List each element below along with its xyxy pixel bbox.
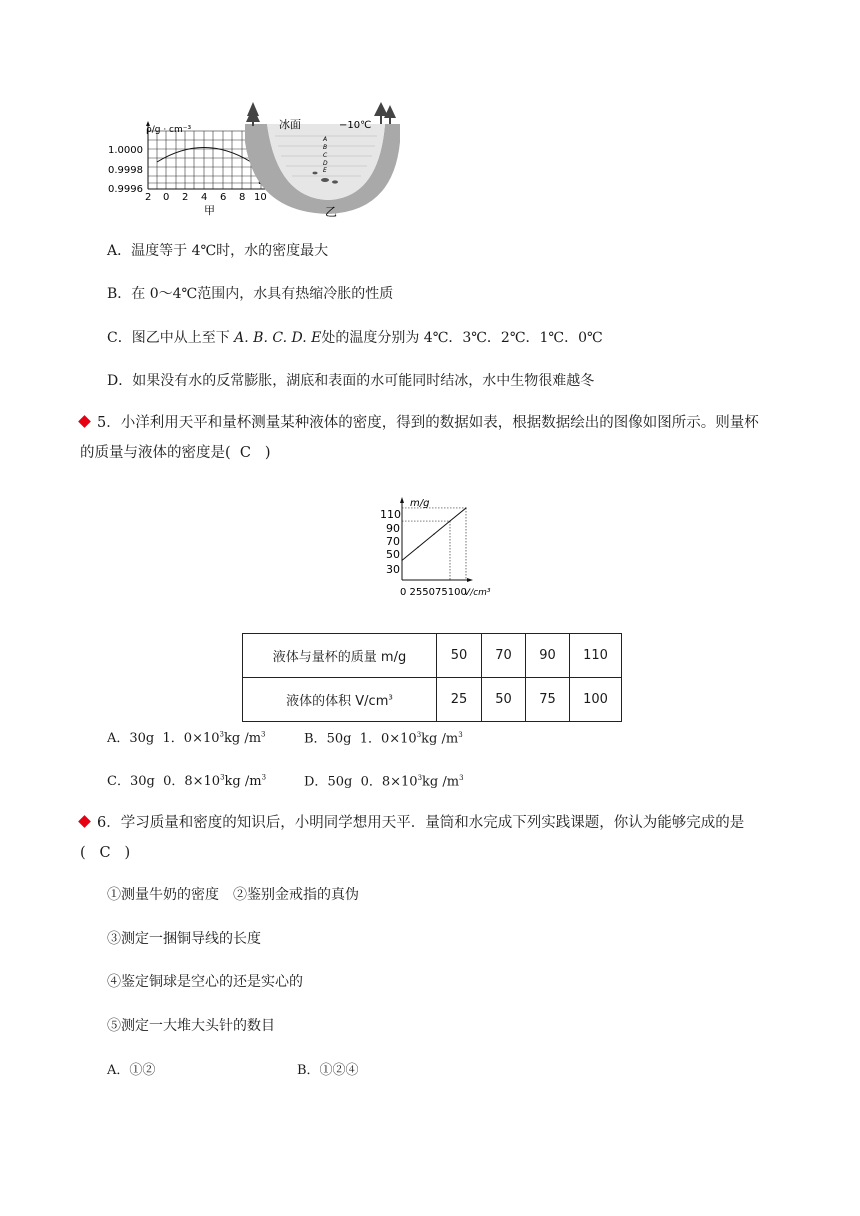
chart-ytick: 90 <box>386 522 400 535</box>
q5-option-c <box>107 774 266 789</box>
figure-jia-xtick: 2 <box>145 192 152 203</box>
q5-mass-volume-chart <box>360 494 510 604</box>
option-exp: 3 <box>417 774 423 782</box>
chart-guides <box>402 508 466 580</box>
option-unit: kg /m <box>421 731 459 747</box>
tree-icon <box>246 102 260 126</box>
chart-ylabel: m/g <box>410 498 430 509</box>
table-cell: 50 <box>482 678 526 722</box>
q6-stem <box>80 808 780 868</box>
table-cell: 90 <box>526 634 570 678</box>
q4-option-a <box>107 241 328 261</box>
option-exp: 3 <box>220 774 225 782</box>
table-cell: 75 <box>526 678 570 722</box>
figure-jia-xtick: 8 <box>239 192 246 203</box>
option-text: 在 0～4℃范围内，水具有热缩冷胀的性质 <box>131 286 394 302</box>
q6-answer: C <box>99 845 111 861</box>
table-row-label-sup: 3 <box>388 693 393 702</box>
option-mass: 30g <box>129 731 155 747</box>
option-density: 0．8×10 <box>360 774 418 790</box>
q6-option-a: A．①② <box>107 1063 156 1078</box>
option-letter: D． <box>304 774 328 790</box>
table-row-label-text: 液体的体积 V/cm <box>286 694 389 709</box>
q6-stem-line2 <box>80 838 780 868</box>
q5-number: 5． <box>97 415 121 431</box>
figure-jia-ytick: 0.9996 <box>108 184 143 195</box>
chart-point <box>465 507 466 508</box>
figure-yi-ice-label: 冰面 <box>279 118 301 131</box>
option-text-pre: 图乙中从上至下 <box>131 330 235 346</box>
q6-stem-line1 <box>80 808 780 838</box>
chart-point <box>449 520 450 521</box>
chart-xtick-labels: 0 255075100 <box>400 587 467 598</box>
q5-stem-line2 <box>80 438 780 468</box>
option-unit: kg /m <box>223 731 262 747</box>
option-unit: kg /m <box>224 774 262 790</box>
option-letter: A． <box>107 243 132 259</box>
option-layer-letters: A. B. C. D. E <box>234 330 322 346</box>
option-density: 1．0×10 <box>359 731 417 747</box>
option-density: 0．8×10 <box>163 774 221 790</box>
chart-point <box>417 547 418 548</box>
option-mass: 50g <box>327 774 353 790</box>
figure-yi-layer-label: C <box>323 152 328 159</box>
figure-yi-caption: 乙 <box>325 205 338 219</box>
figure-yi-layer-label: A <box>323 136 328 143</box>
q4-option-d <box>107 371 594 391</box>
figure-jia-ytick: 0.9998 <box>108 165 143 176</box>
option-unit-exp: 3 <box>459 774 464 782</box>
q6-item-4: ④鉴定铜球是空心的还是实心的 <box>107 974 303 990</box>
tree-icon <box>374 102 396 124</box>
q5-data-table <box>242 633 622 722</box>
option-unit-exp: 3 <box>261 774 267 782</box>
table-cell: 100 <box>570 678 622 722</box>
option-mass: 30g <box>129 774 155 790</box>
q5-stem-text: 小洋利用天平和量杯测量某种液体的密度，得到的数据如表，根据数据绘出的图像如图所示。则量杯 <box>120 415 759 431</box>
chart-ytick: 50 <box>386 548 400 561</box>
figure-jia-xtick: 0 <box>163 192 170 203</box>
figure-jia-ylabel: ρ/g · cm⁻³ <box>146 125 192 135</box>
option-text-post: 处的温度分别为 4℃．3℃．2℃．1℃．0℃ <box>321 330 603 346</box>
q5-stem-text: 的质量与液体的密度是( <box>80 445 231 461</box>
option-mass: 50g <box>326 731 352 747</box>
figure-yi-layer-label: D <box>323 160 328 167</box>
q5-stem-line1 <box>80 408 780 438</box>
figure-yi <box>245 102 400 220</box>
option-unit-exp: 3 <box>261 731 266 739</box>
option-exp: 3 <box>416 731 422 739</box>
table-cell: 50 <box>437 634 482 678</box>
table-row <box>243 678 622 722</box>
table-cell: 25 <box>437 678 482 722</box>
q5-close-paren: ) <box>264 445 271 461</box>
chart-xlabel: V/cm³ <box>464 588 491 598</box>
q6-options-row <box>107 1061 359 1081</box>
chart-y-arrow-icon <box>400 497 404 503</box>
option-text: 温度等于 4℃时，水的密度最大 <box>131 243 329 259</box>
figure-jia-xtick: 2 <box>182 192 189 203</box>
chart-ytick: 70 <box>386 535 400 548</box>
option-letter: A． <box>107 731 130 747</box>
figure-jia-xtick: 6 <box>220 192 227 203</box>
q5-option-d <box>304 768 464 792</box>
option-letter: C． <box>107 774 130 790</box>
q5-option-b <box>304 725 463 749</box>
chart-x-arrow-icon <box>467 578 473 582</box>
option-letter: B． <box>107 286 132 302</box>
chart-point <box>401 560 402 561</box>
chart-marks <box>401 507 466 561</box>
q6-item-1-2: ①测量牛奶的密度 ②鉴别金戒指的真伪 <box>107 887 359 903</box>
figure-yi-temp-label: −10℃ <box>339 120 372 131</box>
table-row <box>243 634 622 678</box>
option-text: 如果没有水的反常膨胀，湖底和表面的水可能同时结冰，水中生物很难越冬 <box>132 373 595 389</box>
q4-option-b <box>107 284 393 304</box>
q6-item-5: ⑤测定一大堆大头针的数目 <box>107 1018 275 1034</box>
q6-stem-text: 学习质量和密度的知识后，小明同学想用天平．量筒和水完成下列实践课题，你认为能够完成的是 <box>120 815 745 831</box>
option-unit: kg /m <box>422 774 460 790</box>
figure-jia-xtick: 4 <box>201 192 208 203</box>
option-exp: 3 <box>219 731 224 739</box>
diamond-bullet-icon <box>78 815 91 828</box>
figure-jia-xtick: 10 <box>254 192 267 203</box>
table-cell: 70 <box>482 634 526 678</box>
q4-option-c <box>107 328 603 348</box>
table-row-label: 液体与量杯的质量 m/g <box>243 634 437 678</box>
q5-stem <box>80 408 780 468</box>
chart-point <box>433 534 434 535</box>
q6-option-b: B．①②④ <box>297 1063 359 1078</box>
chart-ytick: 30 <box>386 563 400 576</box>
figure-yi-layer-label: B <box>323 144 328 151</box>
table-cell: 110 <box>570 634 622 678</box>
option-letter: B． <box>304 731 327 747</box>
option-unit-exp: 3 <box>458 731 463 739</box>
diamond-bullet-icon <box>78 415 91 428</box>
q6-open-paren: ( <box>80 845 86 861</box>
option-letter: D． <box>107 373 133 389</box>
q5-option-a <box>107 731 266 746</box>
q6-item-3: ③测定一捆铜导线的长度 <box>107 931 261 947</box>
q5-answer: C <box>239 445 251 461</box>
figure-jia-caption: 甲 <box>204 204 215 217</box>
chart-ytick: 110 <box>380 508 401 521</box>
table-row-label <box>243 678 437 722</box>
option-letter: C． <box>107 330 132 346</box>
figure-yi-layer-label: E <box>323 167 327 174</box>
option-density: 1．0×10 <box>162 731 220 747</box>
q6-close-paren: ) <box>124 845 131 861</box>
figure-jia-ytick: 1.0000 <box>108 145 143 156</box>
q6-number: 6． <box>97 815 121 831</box>
